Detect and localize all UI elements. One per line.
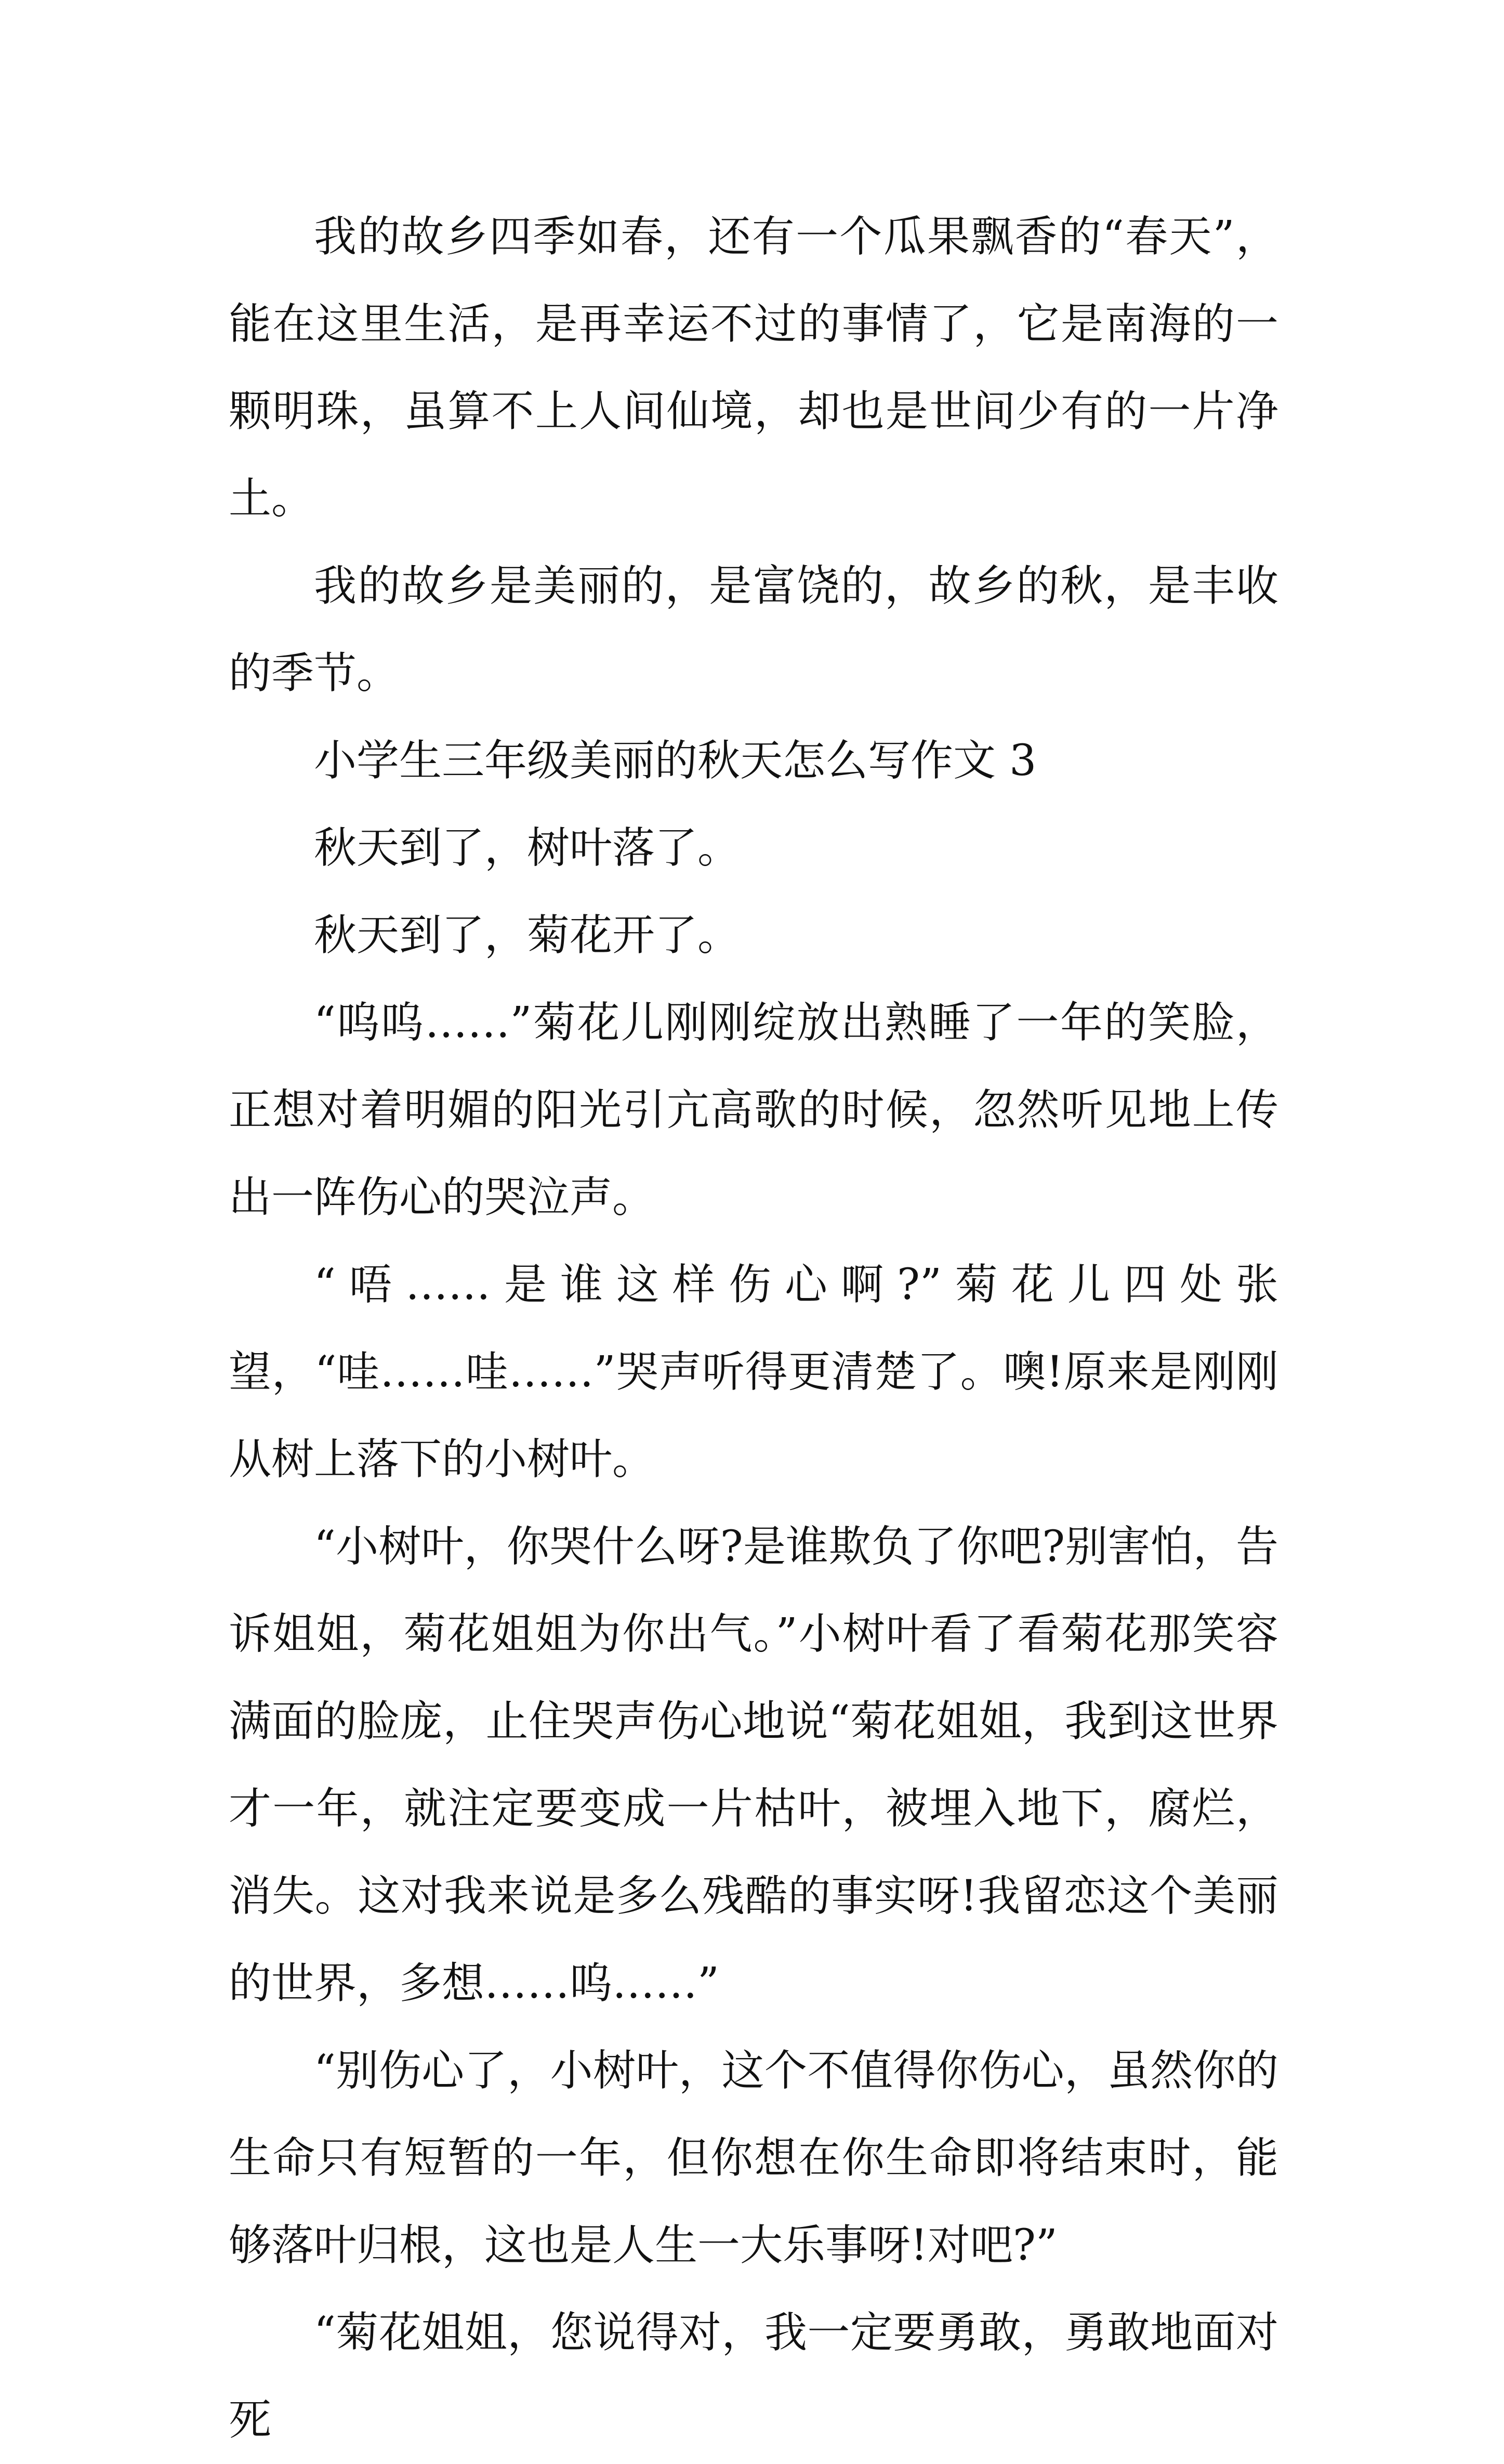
article-body	[229, 193, 1278, 2464]
paragraph-crying-sound: “呜呜……”菊花儿刚刚绽放出熟睡了一年的笑脸，正想对着明媚的阳光引亢高歌的时候，忽然听见地上传出一阵伤心的哭泣声。	[229, 998, 1278, 1222]
paragraph-comfort: “别伤心了，小树叶，这个不值得你伤心，虽然你的生命只有短暂的一年，但你想在你生命即将结束时，能够落叶归根，这也是人生一大乐事呀!对吧?”	[229, 2046, 1278, 2270]
paragraph-leaf-reply: “菊花姐姐，您说得对，我一定要勇敢，勇敢地面对死	[229, 2308, 1278, 2445]
paragraph-hometown-autumn: 我的故乡是美丽的，是富饶的，故乡的秋，是丰收的季节。	[229, 561, 1278, 698]
paragraph-leaves-fall: 秋天到了，树叶落了。	[314, 823, 741, 873]
paragraph-little-leaf-dialogue: “小树叶，你哭什么呀?是谁欺负了你吧?别害怕，告诉姐姐，菊花姐姐为你出气。”小树叶看了看菊花那笑容满面的脸庞，止住哭声伤心地说“菊花姐姐，我到这世界才一年，就注定要变成一片枯叶，被埋入地下，腐烂，消失。这对我来说是多么残酷的事实呀!我留恋这个美丽的世界，多想……呜……”	[229, 1522, 1278, 2008]
essay-title: 小学生三年级美丽的秋天怎么写作文 3	[314, 736, 1037, 785]
paragraph-who-crying: “唔……是谁这样伤心啊?”菊花儿四处张望，“哇……哇……”哭声听得更清楚了。噢!原来是刚刚从树上落下的小树叶。	[229, 1260, 1278, 1484]
paragraph-hometown-spring: 我的故乡四季如春，还有一个瓜果飘香的“春天”，能在这里生活，是再幸运不过的事情了，它是南海的一颗明珠，虽算不上人间仙境，却也是世间少有的一片净土。	[229, 212, 1278, 523]
paragraph-chrysanthemum-bloom: 秋天到了，菊花开了。	[314, 911, 741, 960]
